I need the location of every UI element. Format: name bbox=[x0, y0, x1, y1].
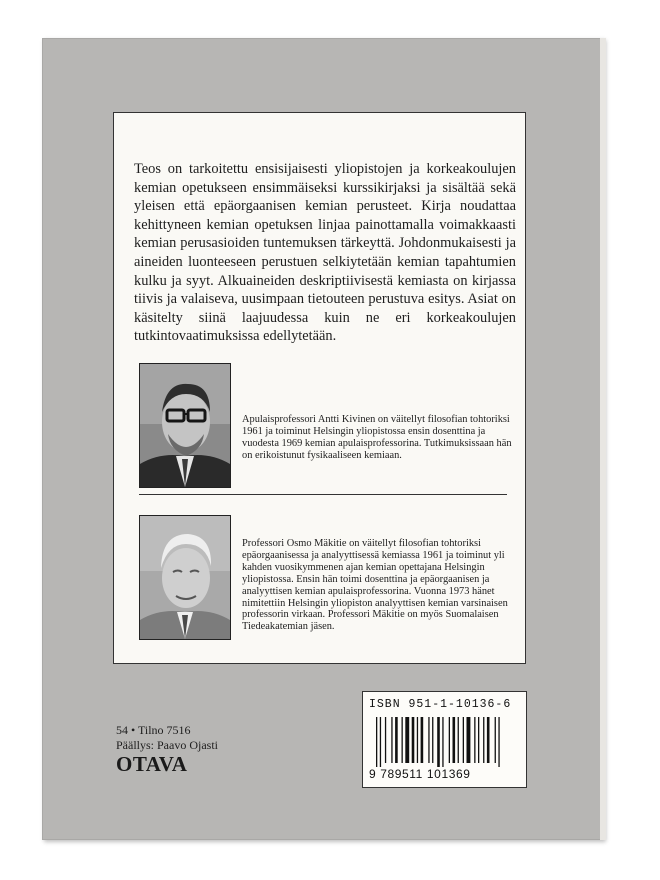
barcode-bar bbox=[463, 717, 464, 763]
barcode-bar bbox=[458, 717, 459, 763]
barcode-bar bbox=[474, 717, 475, 763]
barcode-bar bbox=[478, 717, 479, 763]
author-bio-kivinen: Apulaisprofessori Antti Kivinen on väitellyt filosofian tohtoriksi 1961 ja toiminut Helsingin yliopistossa ensin dosenttina ja vuodesta 1969 kemian apulaisprofessorina. Tutkimuksissaan hän on erikoistunut fysikaaliseen kemiaan. bbox=[242, 414, 512, 461]
barcode-bar bbox=[412, 717, 415, 763]
author-photo-makitie bbox=[139, 515, 231, 640]
barcode-bar bbox=[467, 717, 471, 763]
barcode-digits: 9 789511 101369 bbox=[369, 767, 471, 781]
barcode-bar bbox=[498, 717, 499, 767]
barcode-bar bbox=[402, 717, 403, 763]
isbn-label: ISBN 951-1-10136-6 bbox=[369, 698, 512, 711]
barcode-bar bbox=[405, 717, 409, 763]
barcode-bar bbox=[428, 717, 429, 763]
section-divider bbox=[139, 494, 507, 495]
barcode-bar bbox=[380, 717, 381, 767]
barcode-bar bbox=[442, 717, 443, 767]
barcode-bar bbox=[376, 717, 377, 767]
imprint bbox=[116, 723, 218, 752]
barcode-bar bbox=[453, 717, 456, 763]
imprint-line-print: 54 • Tilno 7516 bbox=[116, 723, 191, 737]
barcode-bar bbox=[432, 717, 433, 763]
barcode-bar bbox=[395, 717, 398, 763]
author-photo-kivinen bbox=[139, 363, 231, 488]
book-page-edge bbox=[600, 38, 606, 840]
book-description: Teos on tarkoitettu ensisijaisesti yliopistojen ja korkeakoulujen kemian opetukseen ensimmäiseksi kurssikirjaksi ja sisältää sekä yleisen että epäorgaanisen kemian perusteet. Kirja noudattaa kehittyneen kemian opetuksen linjaa painottamalla voimakkaasti kemian perusasioiden tuntemuksen tärkeyttä. Johdonmukaisesti ja aineiden luonteeseen perustuen selkiytetään kemian tapahtumien kulku ja syyt. Alkuaineiden deskriptiivisestä kemiasta on kirjassa tiivis ja valaiseva, uusimpaan tietouteen perustuva esitys. Asiat on käsitelty siinä laajuudessa kuin ne eri korkeakoulujen tutkintovaatimuksissa edellytetään. bbox=[134, 161, 516, 345]
barcode-bar bbox=[421, 717, 424, 763]
barcode-bar bbox=[417, 717, 418, 763]
barcode-bar bbox=[437, 717, 440, 767]
barcode-bar bbox=[487, 717, 490, 763]
publisher-logo: OTAVA bbox=[116, 752, 188, 776]
barcode-bar bbox=[449, 717, 450, 763]
barcode-bar bbox=[391, 717, 392, 763]
imprint-line-cover-designer: Päällys: Paavo Ojasti bbox=[116, 737, 218, 752]
barcode-bar bbox=[495, 717, 496, 763]
barcode-icon bbox=[376, 717, 520, 767]
barcode-bar bbox=[483, 717, 484, 763]
barcode-bar bbox=[385, 717, 386, 763]
author-bio-makitie: Professori Osmo Mäkitie on väitellyt filosofian tohtoriksi epäorgaanisessa ja analyyttisessä kemiassa 1961 ja toiminut yli kahden vuosikymmenen ajan kemian opettajana Helsingin yliopistossa. Ensin hän toimi dosenttina ja epäorgaanisen ja analyyttisen kemian apulaisprofessorina. Vuonna 1973 hänet nimitettiin Helsingin yliopiston analyyttisen kemian varsinaisen professorin virkaan. Professori Mäkitie on myös Suomalaisen Tiedeakatemian jäsen. bbox=[242, 538, 508, 633]
